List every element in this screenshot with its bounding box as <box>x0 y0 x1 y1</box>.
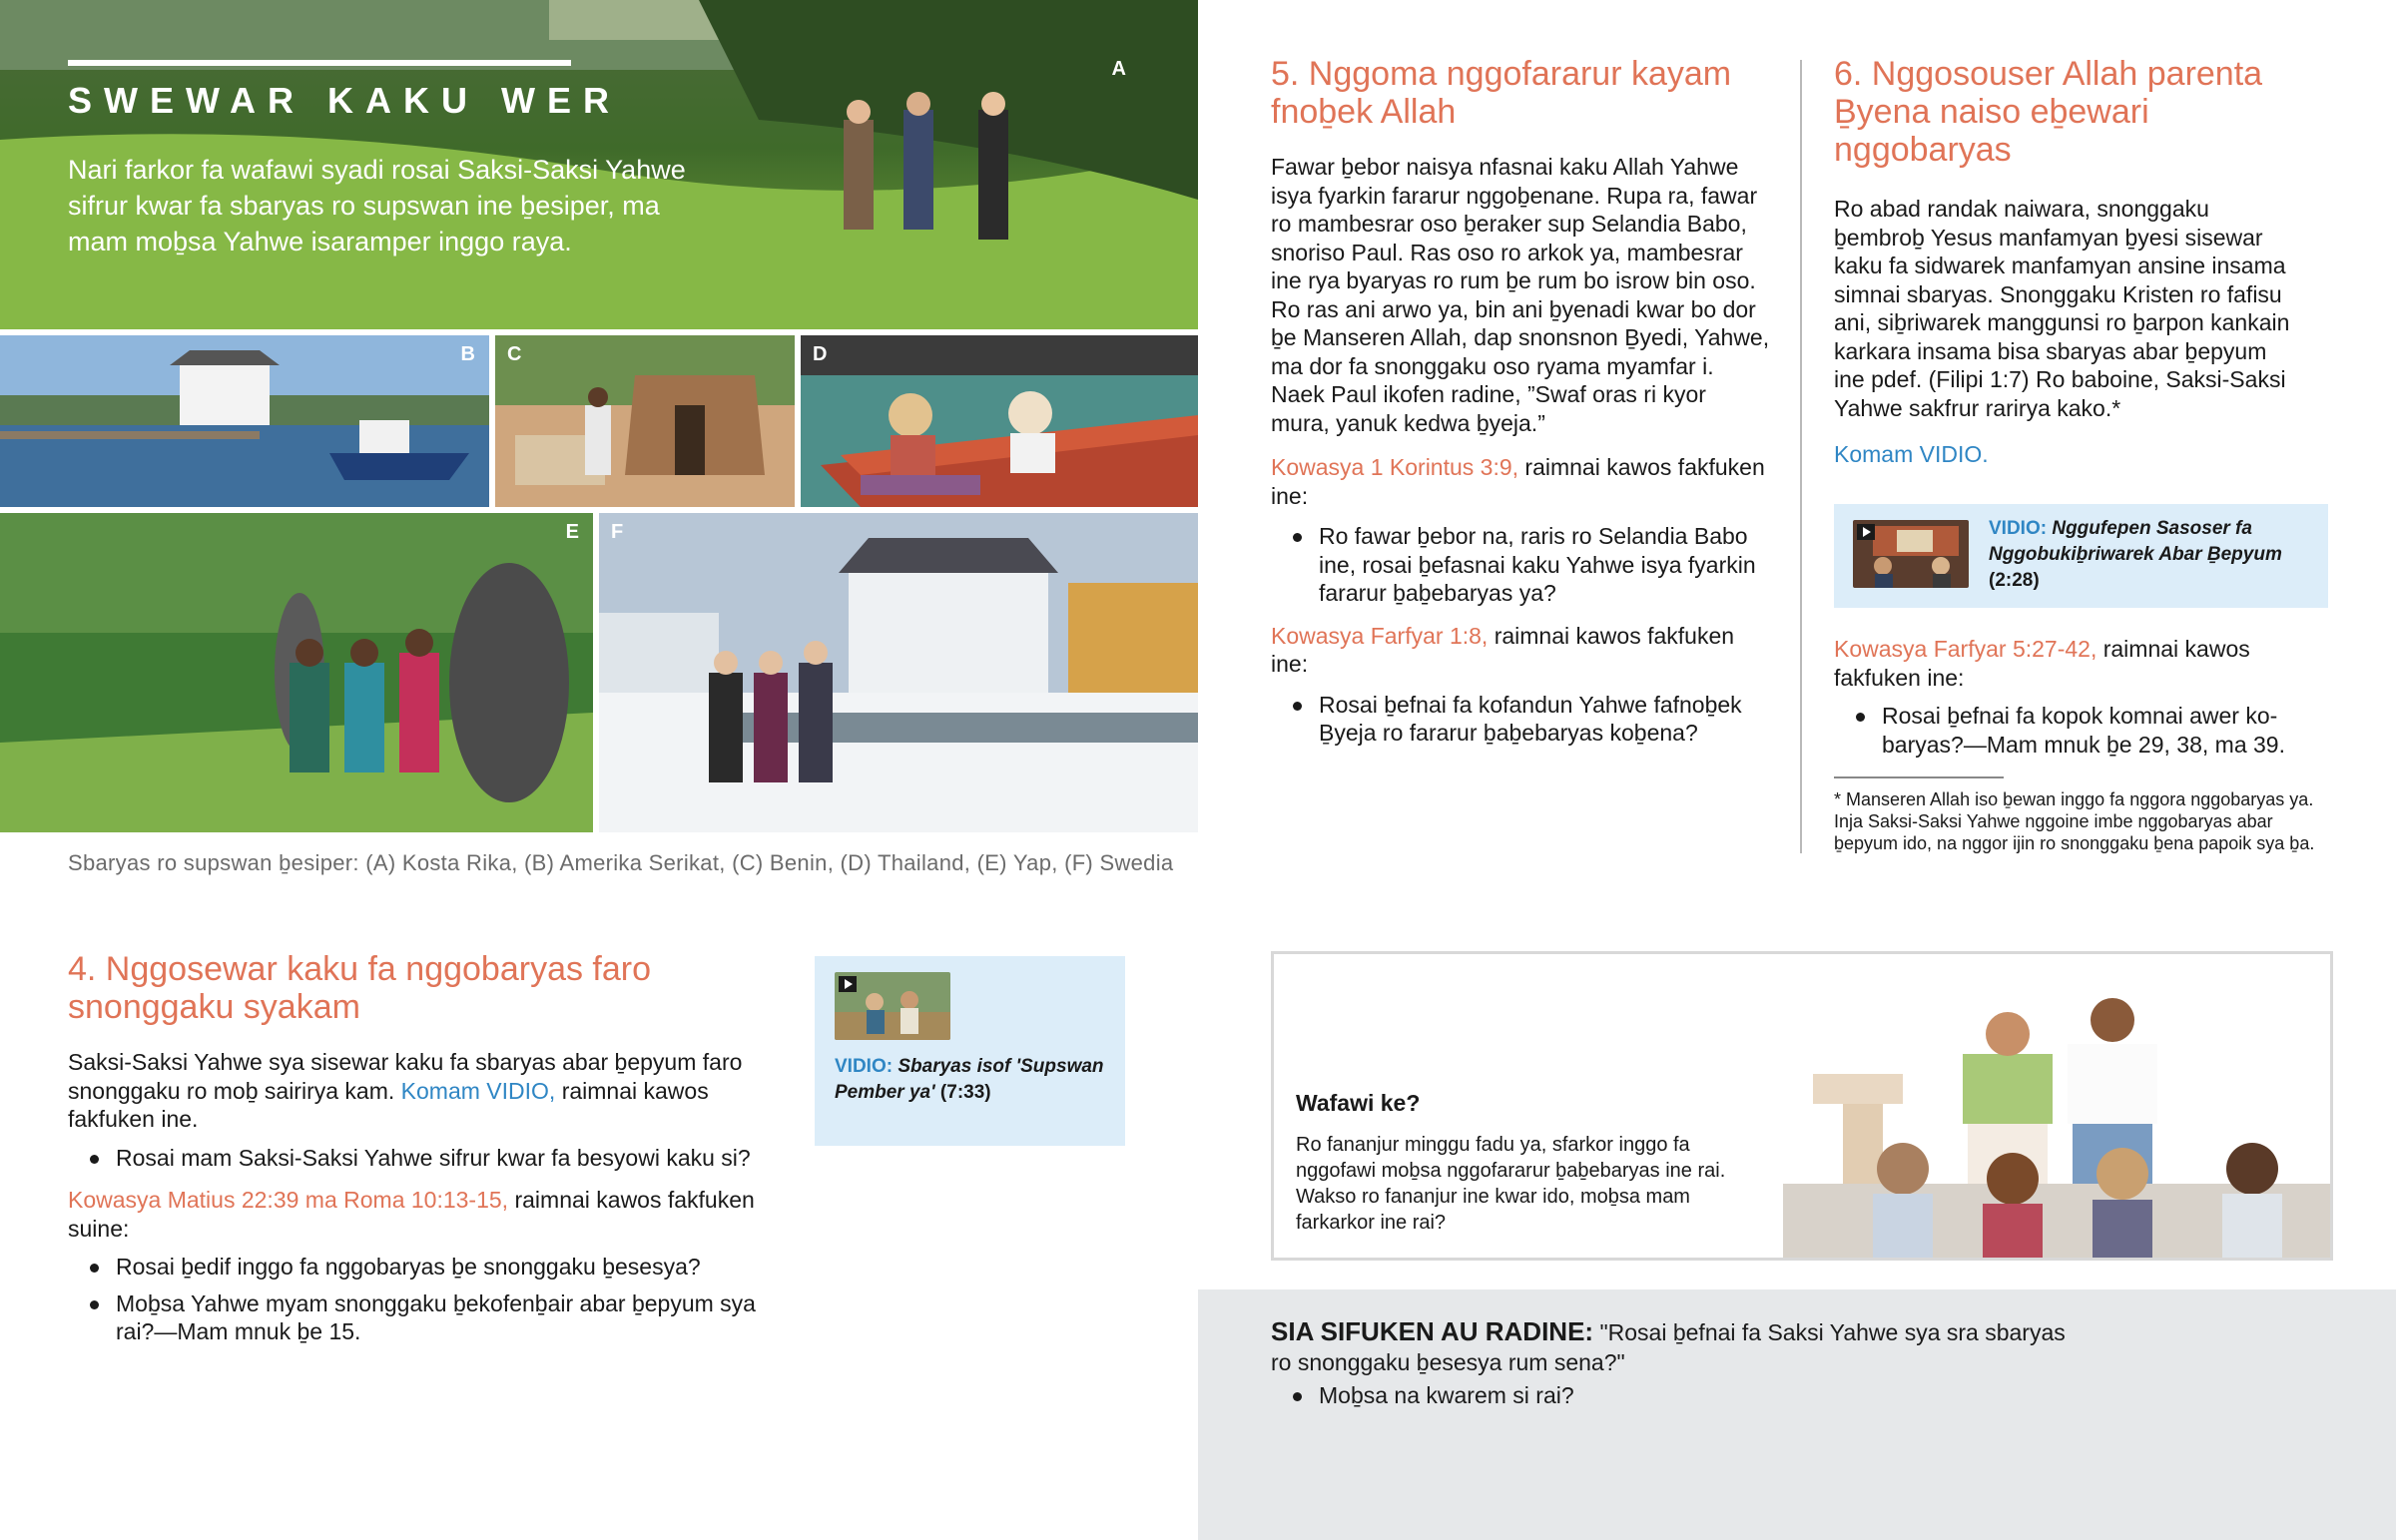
photo-b <box>0 335 489 507</box>
section-5-scripture-ref-1[interactable]: Kowasya 1 Korintus 3:9, <box>1271 454 1519 480</box>
closing-question-text: "Rosai ḇefnai fa Saksi Yahwe sya sra sbaryas ro snonggaku ḇesesya rum sena?" <box>1271 1319 2066 1375</box>
section-6-heading: 6. Nggosouser Allah parenta Ḇyena naiso eḇewari nggobaryas <box>1834 55 2263 169</box>
section-5-scripture-ref-2[interactable]: Kowasya Farfyar 1:8, <box>1271 622 1489 649</box>
section-5-heading: 5. Nggoma nggofararur kayam fnoḇek Allah <box>1271 55 1732 131</box>
section-5-questions-2 <box>1271 691 1770 748</box>
photo-label-d: D <box>813 343 828 365</box>
section-6-questions <box>1834 702 2303 759</box>
video-title-6: Nggufepen Sasoser fa Nggobukiḇriwarek Abar Ḇepyum <box>1989 518 2282 565</box>
section-4-scripture-ref[interactable]: Kowasya Matius 22:39 ma Roma 10:13-15, <box>68 1187 509 1213</box>
section-4-questions-2 <box>68 1253 757 1346</box>
section-6-read-text: raimnai kawos fakfuken ine: <box>1834 636 2250 691</box>
photo-label-e: E <box>565 521 579 543</box>
section-5-read-1-text: raimnai kawos fakfuken ine: <box>1271 454 1765 509</box>
video-duration-6: (2:28) <box>1989 570 2040 591</box>
video-label: VIDIO: <box>835 1056 894 1077</box>
section-6-question-1: Rosai ḇefnai fa kopok komnai awer kobaryas?—Mam mnuk ḇe 29, 38, ma 39. <box>1882 702 2303 759</box>
section-5-questions-1 <box>1271 522 1770 608</box>
meeting-illustration <box>1783 954 2330 1258</box>
photo-d <box>801 335 1198 507</box>
section-4 <box>68 950 757 1354</box>
photo-f <box>599 513 1198 832</box>
section-6-paragraph: Ro abad randak naiwara, snonggaku ḇembroḇ Yesus manfamyan ḇyesi sisewar kaku fa sidwarek manfamyan ansine insama simnai sbaryas. Snonggaku Kristen ro fafisu ani, siḇriwarek manggunsi ro ḇarpon kankain karkara insama bisa sbaryas abar ḇepyum ine pdef. (Filipi 1:7) Ro baboine, Saksi-Saksi Yahwe sakfrur rarirya kako.* <box>1834 196 2290 421</box>
video-duration: (7:33) <box>939 1082 991 1103</box>
video-box-section-4[interactable] <box>815 956 1125 1146</box>
photo-label-f: F <box>611 521 624 543</box>
closing-question <box>1271 1316 2090 1377</box>
section-4-heading: 4. Nggosewar kaku fa nggobaryas faro snonggaku syakam <box>68 950 652 1026</box>
section-6 <box>1834 55 2293 469</box>
section-5-read-2-text: raimnai kawos fakfuken ine: <box>1271 622 1735 677</box>
section-5-question-1: Ro fawar ḇebor na, raris ro Selandia Babo ine, rosai ḇefasnai kaku Yahwe isya fyarkin fararur ḇaḇebaryas ya? <box>1319 522 1770 608</box>
section-6-footnote: * Manseren Allah iso ḇewan inggo fa nggora nggobaryas ya. Inja Saksi-Saksi Yahwe nggoine imbe nggobaryas abar ḇepyum ido, na nggor ijin ro snonggaku ḇena papoik sya ḇa. <box>1834 789 2315 853</box>
closing-bullet-1: Moḇsa na kwarem si rai? <box>1319 1382 1574 1408</box>
section-5-paragraph: Fawar ḇebor naisya nfasnai kaku Allah Yahwe isya fyarkin fararur nggoḇenane. Rupa ra, fawar ro mambesrar oso ḇeraker sup Selandia Babo, snoriso Paul. Ras oso ro arkok ya, mambesrar ine rya byaryas ro rum ḇe rum bo isrow bin oso. Ro ras ani arwo ya, bin ani ḇyenadi kwar bo dor ḇe Manseren Allah, dap snonsnon Ḇyedi, Yahwe, ma dor fa snonggaku oso ryama myamfar i. Naek Paul ikofen radine, ”Swaf oras ri kyor mura, yanuk kedwa ḇyeja.” <box>1271 154 1770 436</box>
section-4-questions <box>68 1144 757 1173</box>
video-title: Sbaryas isof 'Supswan Pember ya' <box>835 1056 1104 1103</box>
section-4-video-link[interactable]: Komam VIDIO, <box>400 1077 556 1104</box>
photo-label-a: A <box>1111 58 1126 80</box>
video-caption-6 <box>1989 516 2318 594</box>
section-6-read <box>1834 635 2303 692</box>
photo-e <box>0 513 593 832</box>
section-6-scripture-ref[interactable]: Kowasya Farfyar 5:27-42, <box>1834 636 2097 662</box>
video-box-section-6[interactable] <box>1834 504 2328 608</box>
photo-c <box>495 335 795 507</box>
section-6-video-link[interactable]: Komam VIDIO. <box>1834 441 1989 467</box>
section-4-question-3: Moḇsa Yahwe myam snonggaku ḇekofenḇair abar ḇepyum sya rai?—Mam mnuk ḇe 15. <box>116 1289 756 1344</box>
hero-rule <box>68 60 571 66</box>
video-caption <box>835 1054 1114 1106</box>
section-4-read <box>68 1186 757 1243</box>
section-4-text: Saksi-Saksi Yahwe sya sisewar kaku fa sbaryas abar ḇepyum faro snonggaku ro moḇ sairirya kam. <box>68 1049 743 1104</box>
section-4-read-text: raimnai kawos fakfuken suine: <box>68 1187 755 1242</box>
section-6-lower <box>1834 635 2303 767</box>
section-5 <box>1271 55 1770 756</box>
play-icon-6 <box>1857 524 1875 540</box>
section-4-question-1: Rosai mam Saksi-Saksi Yahwe sifrur kwar fa besyowi kaku si? <box>116 1144 757 1173</box>
closing-panel <box>1198 1289 2396 1540</box>
video-label-6: VIDIO: <box>1989 518 2048 539</box>
section-4-paragraph <box>68 1048 757 1134</box>
photo-label-c: C <box>507 343 522 365</box>
wafawi-text: Ro fananjur minggu fadu ya, sfarkor inggo fa nggofawi moḇsa nggofararur ḇaḇebaryas ine rai. Wakso ro fananjur ine kwar ido, moḇsa mam farkarkor ine rai? <box>1296 1134 1726 1234</box>
closing-bullets <box>1271 1381 1574 1418</box>
section-4-question-2: Rosai ḇedif inggo fa nggobaryas ḇe snonggaku ḇesesya? <box>116 1253 757 1282</box>
video-thumbnail-6[interactable] <box>1853 520 1969 588</box>
section-4-text-end: raimnai kawos fakfuken ine. <box>68 1077 709 1132</box>
photo-label-b: B <box>460 343 475 365</box>
hero-title: SWEWAR KAKU WER <box>68 80 621 121</box>
footnote-rule <box>1834 776 2004 778</box>
section-5-read-2 <box>1271 622 1770 679</box>
wafawi-box <box>1271 951 2333 1261</box>
closing-label: SIA SIFUKEN AU RADINE: <box>1271 1316 1594 1346</box>
hero-text: Nari farkor fa wafawi syadi rosai Saksi-Saksi Yahwe sifrur kwar fa sbaryas ro supswan ine ḇesiper, ma mam moḇsa Yahwe isaramper inggo raya. <box>68 155 686 257</box>
wafawi-heading: Wafawi ke? <box>1296 1090 1421 1116</box>
play-icon <box>839 976 857 992</box>
column-divider <box>1800 60 1802 853</box>
section-5-question-2: Rosai ḇefnai fa kofandun Yahwe fafnoḇek Ḇyeja ro fararur ḇaḇebaryas koḇena? <box>1319 691 1770 748</box>
video-thumbnail[interactable] <box>835 972 950 1040</box>
hero-photo <box>0 0 1198 329</box>
section-5-read-1 <box>1271 453 1770 510</box>
photo-caption: Sbaryas ro supswan ḇesiper: (A) Kosta Rika, (B) Amerika Serikat, (C) Benin, (D) Thailand, (E) Yap, (F) Swedia <box>68 850 1174 875</box>
